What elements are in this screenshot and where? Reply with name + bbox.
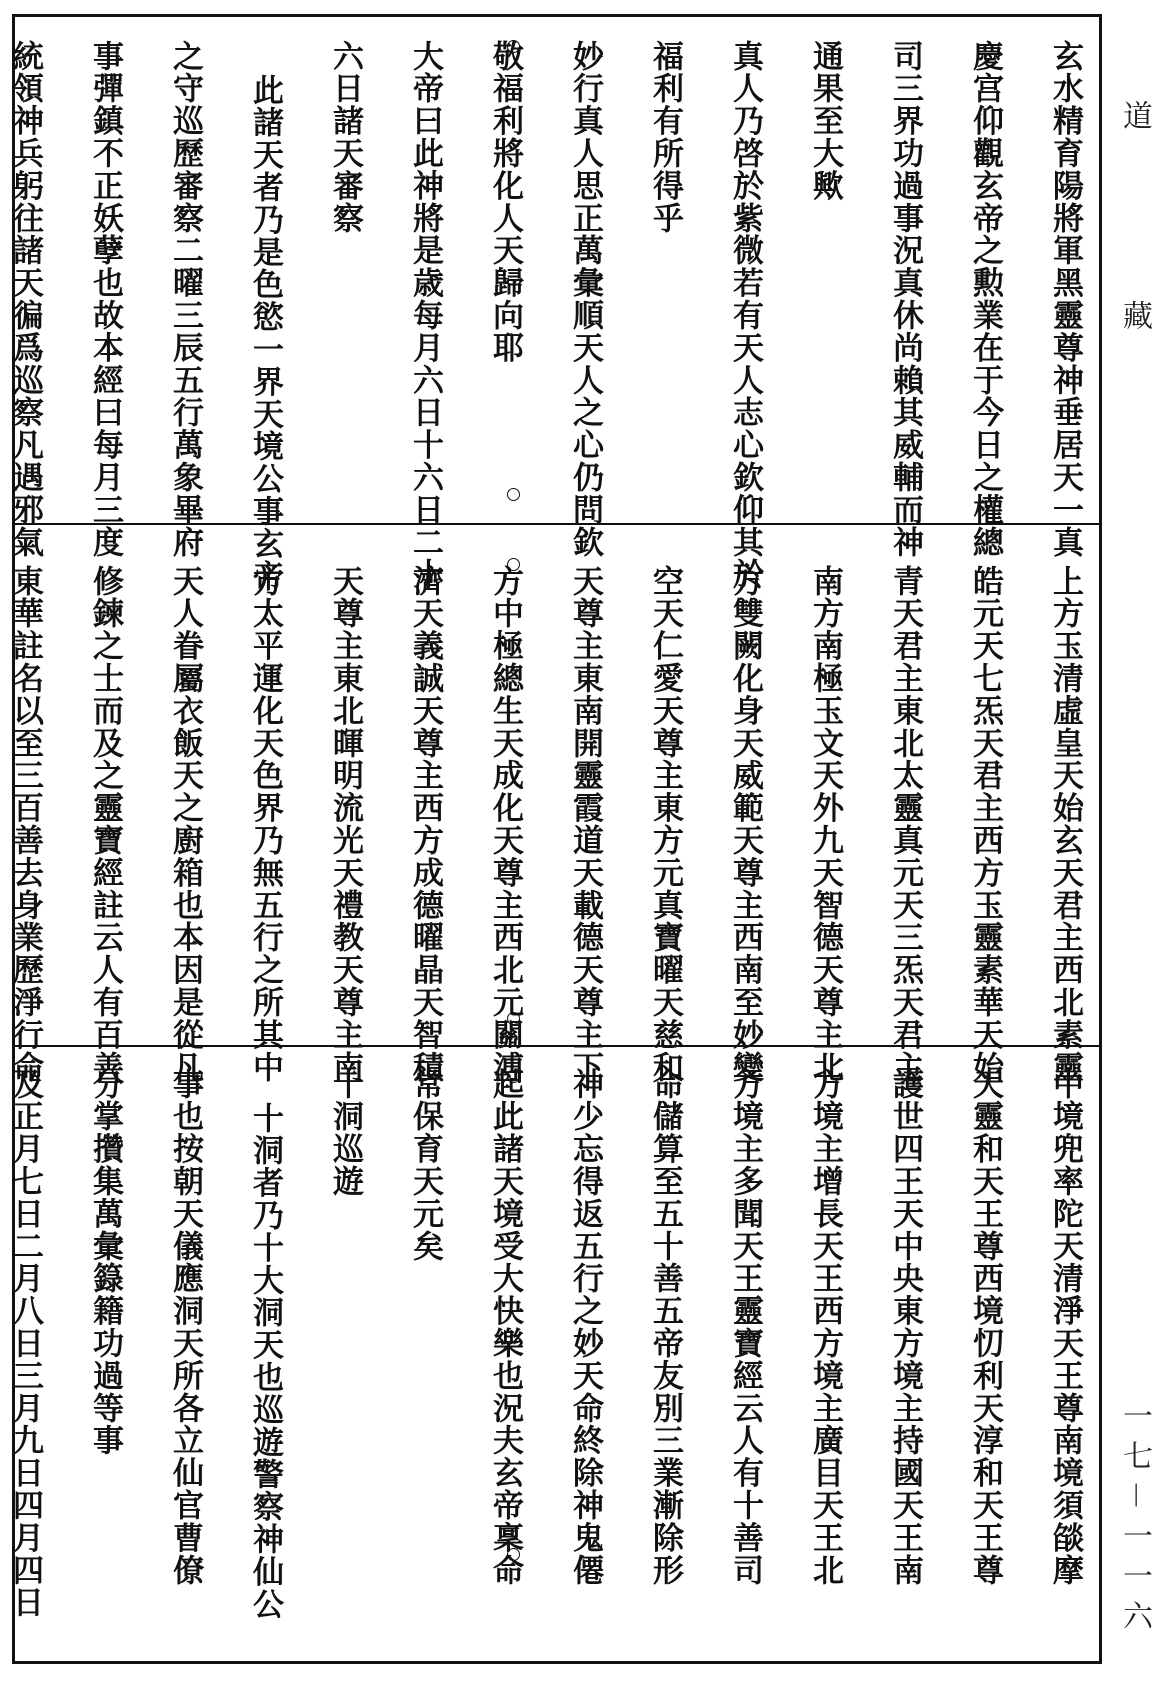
text-column: 中境兜率陀天清淨天王尊南境須燄摩 xyxy=(1047,1068,1083,1587)
text-column: 神少忘得返五行之妙天命終除神鬼僊 xyxy=(567,1068,603,1587)
text-column: 天靈和天王尊西境忉利天淳和天王尊 xyxy=(967,1068,1003,1587)
paragraph-marker xyxy=(507,1548,520,1561)
panel-2-columns xyxy=(0,565,1084,1083)
text-column: 天人眷屬衣飯天之廚箱也本因是從凡 xyxy=(167,565,203,1084)
text-column: 大帝曰此神將是歳每月六日十六日二十 xyxy=(407,40,443,591)
text-column: 濟天義誠天尊主西方成德曜晶天智積 xyxy=(407,565,443,1084)
paragraph-marker xyxy=(507,1012,520,1025)
paragraph-marker xyxy=(507,488,520,501)
text-column: 皓元天七炁天君主西方玉靈素華天始 xyxy=(967,565,1003,1084)
text-column: 上方玉清虛皇天始玄天君主西北素靈 xyxy=(1047,565,1083,1084)
text-column: 南方南極玉文天外九天智德天尊主北 xyxy=(807,565,843,1084)
text-column: 分掌攢集萬彙籙籍功過等事 xyxy=(87,1068,123,1457)
text-column: 十洞巡遊 xyxy=(327,1068,363,1198)
paragraph-marker xyxy=(507,1070,520,1083)
text-panel-3 xyxy=(7,1068,1102,1658)
page-number: 一七－一一六 xyxy=(1117,1400,1152,1640)
collection-title-top: 道 xyxy=(1117,100,1152,138)
text-column: 妙行真人思正萬彙順天人之心仍問欽 xyxy=(567,40,603,559)
text-column: 修鍊之士而及之靈寶經註云人有百善 xyxy=(87,565,123,1084)
text-column: 司三界功過事況真休尚賴其威輔而神 xyxy=(887,40,923,559)
text-column: 六日諸天審察 xyxy=(327,40,363,235)
text-panel-2 xyxy=(7,565,1102,1084)
paragraph-marker xyxy=(507,40,520,53)
panel-1-columns xyxy=(0,40,1084,592)
text-column: 敬福利將化人天歸向耶 xyxy=(487,40,523,364)
text-column: 護世四王天中央東方境主持國天王南 xyxy=(887,1068,923,1587)
text-column: 通果至大歟 xyxy=(807,40,843,202)
text-column: 事彈鎮不正妖孽也故本經曰每月三度 xyxy=(87,40,123,559)
text-column: 方雙闕化身天威範天尊主西南至妙變 xyxy=(727,565,763,1084)
paragraph-marker xyxy=(507,558,520,571)
text-column: 此諸天者乃是色慾一界天境公事玄帝 xyxy=(247,74,283,593)
text-column: 十洞者乃十大洞天也巡遊警察神仙公 xyxy=(247,1102,283,1621)
text-column: 命儲算至五十善五帝友別三業漸除形 xyxy=(647,1068,683,1587)
text-column: 方境主多聞天王靈寶經云人有十善司 xyxy=(727,1068,763,1587)
text-column: 青天君主東北太靈真元天三炁天君主 xyxy=(887,565,923,1084)
text-column: 統領神兵躬往諸天徧爲巡察凡遇邪氣 xyxy=(7,40,43,559)
text-column: 之守巡歷審察二曜三辰五行萬象畢府 xyxy=(167,40,203,559)
text-panel-1 xyxy=(7,40,1102,593)
text-column: 天尊主東南開靈霞道天載德天尊主下 xyxy=(567,565,603,1084)
text-column: 起此諸天境受大快樂也況夫玄帝稟命 xyxy=(487,1068,523,1587)
text-column: 東華註名以至三百善去身業歷淨行命 xyxy=(7,565,43,1084)
text-column: 常保育天元矣 xyxy=(407,1068,443,1263)
text-column: 天尊主東北暉明流光天禮教天尊主南 xyxy=(327,565,363,1084)
text-column: 慶宫仰觀玄帝之勲業在于今日之權總 xyxy=(967,40,1003,559)
text-column: 空天仁愛天尊主東方元真寶曜天慈和 xyxy=(647,565,683,1084)
text-column: 事也按朝天儀應洞天所各立仙官曹僚 xyxy=(167,1068,203,1587)
text-column: 玄水精育陽將軍黑靈尊神垂居天一真 xyxy=(1047,40,1083,559)
collection-title-bottom: 藏 xyxy=(1117,300,1152,338)
text-column: 方境主增長天王西方境主廣目天王北 xyxy=(807,1068,843,1587)
text-column: 及正月七日二月八日三月九日四月四日 xyxy=(7,1068,43,1619)
text-column: 真人乃啓於紫微若有天人志心欽仰其於 xyxy=(727,40,763,591)
text-column: 福利有所得乎 xyxy=(647,40,683,235)
text-column: 方中極總生天成化天尊主西北元關溥 xyxy=(487,565,523,1084)
panel-3-columns xyxy=(0,1068,1084,1620)
text-column: 方太平運化天色界乃無五行之所其中 xyxy=(247,565,283,1084)
